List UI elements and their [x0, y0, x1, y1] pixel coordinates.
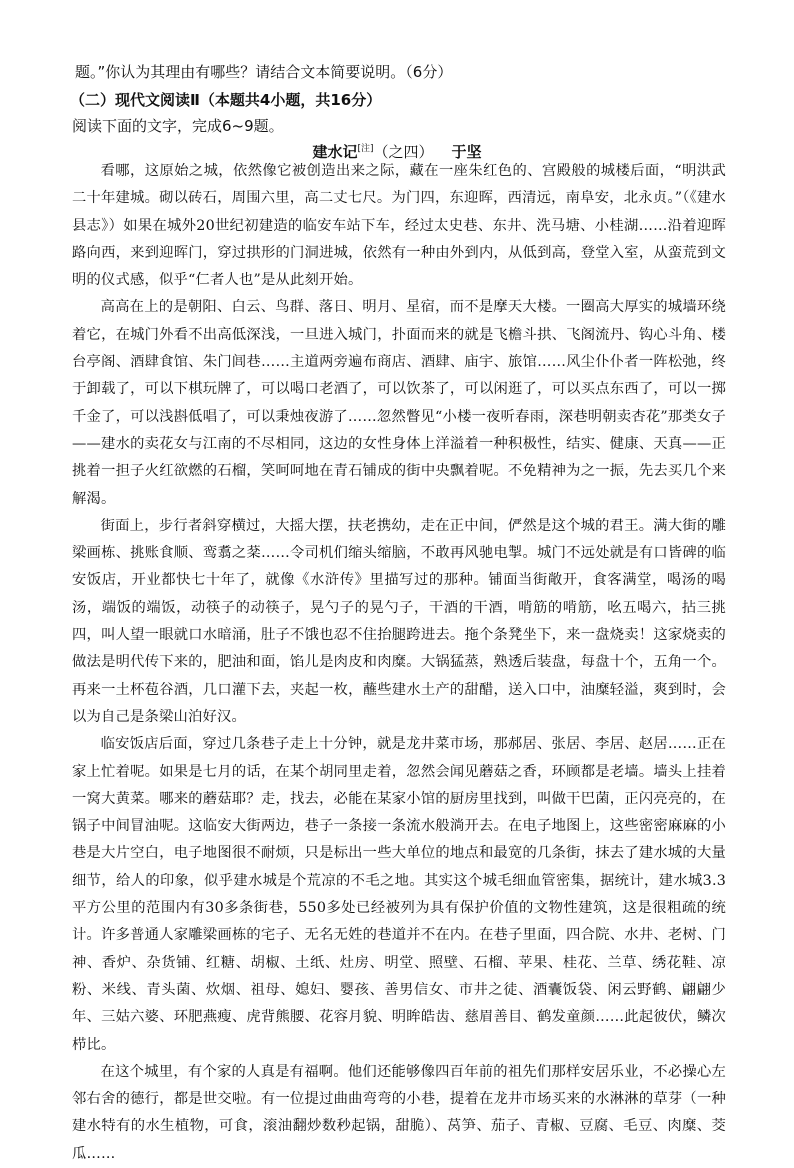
paragraph-4: 临安饭店后面，穿过几条巷子走上十分钟，就是龙井菜市场，那郝居、张居、李居、赵居……正在家上忙着呢。如果是七月的话，在某个胡同里走着，忽然会闻见蘑菇之香，环顾都是老墙。墙头上挂着一窝大黄菜。哪来的蘑菇耶？走，找去，必能在某家小馆的厨房里找到，叫做干巴菌，正闪亮亮的，在锅子中间冒油呢。这临安大街两边，巷子一条接一条流水般淌开去。在电子地图上，这些密密麻麻的小巷是大片空白，电子地图很不耐烦，只是标出一些大单位的地点和最宽的几条街，抹去了建水城的大量细节，给人的印象，似乎建水城是个荒凉的不毛之地。其实这个城毛细血管密集，据统计，建水城3.3平方公里的范围内有30多条街巷，550多处已经被列为具有保护价值的文物性建筑，这是很粗疏的统计。许多普通人家雕梁画栋的宅子、无名无姓的巷道并不在内。在巷子里面，四合院、水井、老树、门神、香炉、杂货铺、红糖、胡椒、土纸、灶房、明堂、照壁、石榴、苹果、桂花、兰草、绣花鞋、凉粉、米线、青头菌、炊烟、祖母、媳妇、婴孩、善男信女、市井之徒、酒囊饭袋、闲云野鹤、翩翩少年、三姑六婆、环肥燕瘦、虎背熊腰、花容月貌、明眸皓齿、慈眉善目、鹤发童颜……此起彼伏，鳞次栉比。 — [72, 736, 726, 1053]
article-body — [72, 158, 726, 1168]
reading-instruction: 阅读下面的文字，完成6~9题。 — [72, 117, 284, 135]
paragraph-3: 街面上，步行者斜穿横过，大摇大摆，扶老携幼，走在正中间，俨然是这个城的君王。满大街的雕梁画栋、挑账食顺、鸾翥之棻……令司机们缩头缩脑，不敢再风驰电掣。城门不远处就是有口皆碑的临安饭店，开业都快七十年了，就像《水浒传》里描写过的那种。铺面当街敞开，食客满堂，喝汤的喝汤，端饭的端饭，动筷子的动筷子，晃勺子的晃勺子，干酒的干酒，啃筋的啃筋，吆五喝六，拈三挑四，叫人望一眼就口水暗涌，肚子不饿也忍不住抬腿跨进去。拖个条凳坐下，来一盘烧卖！这家烧卖的做法是明代传下来的，肥油和面，馅儿是肉皮和肉糜。大锅猛蒸，熟透后装盘，每盘十个，五角一个。再来一土杯苞谷酒，几口灌下去，夹起一枚，蘸些建水土产的甜醋，送入口中，油糜轻溢，爽到时，会以为自己是条梁山泊好汉。 — [72, 517, 726, 725]
footnote-mark: [注] — [357, 144, 374, 154]
article-title: 建水记 — [312, 143, 358, 161]
paragraph-1: 看哪，这原始之城，依然像它被创造出来之际，藏在一座朱红色的、宫殿般的城楼后面，“明洪武二十年建城。砌以砖石，周围六里，高二丈七尺。为门四，东迎晖，西清远，南阜安，北永贞。”（《建水县志》）如果在城外20世纪初建造的临安车站下车，经过太史巷、东井、洗马塘、小桂湖……沿着迎晖路向西，来到迎晖门，穿过拱形的门洞进城，依然有一种由外到内，从低到高，登堂入室，从蛮荒到文明的仪式感，似乎“仁者人也”是从此刻开始。 — [72, 163, 726, 289]
article-subtitle: （之四） — [373, 143, 434, 161]
previous-question-tail: 题。”你认为其理由有哪些？请结合文本简要说明。（6分） — [75, 63, 453, 81]
paragraph-5: 在这个城里，有个家的人真是有福啊。他们还能够像四百年前的祖先们那样安居乐业，不必操心左邻右舍的德行，都是世交啦。有一位提过曲曲弯弯的小巷，提着在龙井市场买来的水淋淋的草芽（一种建水特有的水生植物，可食，滚油翻炒数秒起锅，甜脆）、莴笋、茄子、青椒、豆腐、毛豆、肉糜、茭瓜…… — [72, 1063, 726, 1162]
article-author: 于坚 — [451, 143, 482, 161]
section-heading: （二）现代文阅读Ⅱ（本题共4小题，共16分） — [70, 91, 382, 109]
paragraph-2: 高高在上的是朝阳、白云、鸟群、落日、明月、星宿，而不是摩天大楼。一圈高大厚实的城墙环绕着它，在城门外看不出高低深浅，一旦进入城门，扑面而来的就是飞檐斗拱、飞阁流丹、钩心斗角、楼台亭阁、酒肆食馆、朱门闾巷……主道两旁遍布商店、酒肆、庙宇、旅馆……风尘仆仆者一阵松弛，终于卸载了，可以下棋玩牌了，可以喝口老酒了，可以饮茶了，可以闲逛了，可以买点东西了，可以一掷千金了，可以浅斟低唱了，可以秉烛夜游了……忽然瞥见“小楼一夜听春雨，深巷明朝卖杏花”那类女子——建水的卖花女与江南的不尽相同，这边的女性身体上洋溢着一种积极性，结实、健康、天真——正挑着一担子火红欲燃的石榴，笑呵呵地在青石铺成的街中央飘着呢。不免精神为之一振，先去买几个来解渴。 — [72, 299, 726, 507]
